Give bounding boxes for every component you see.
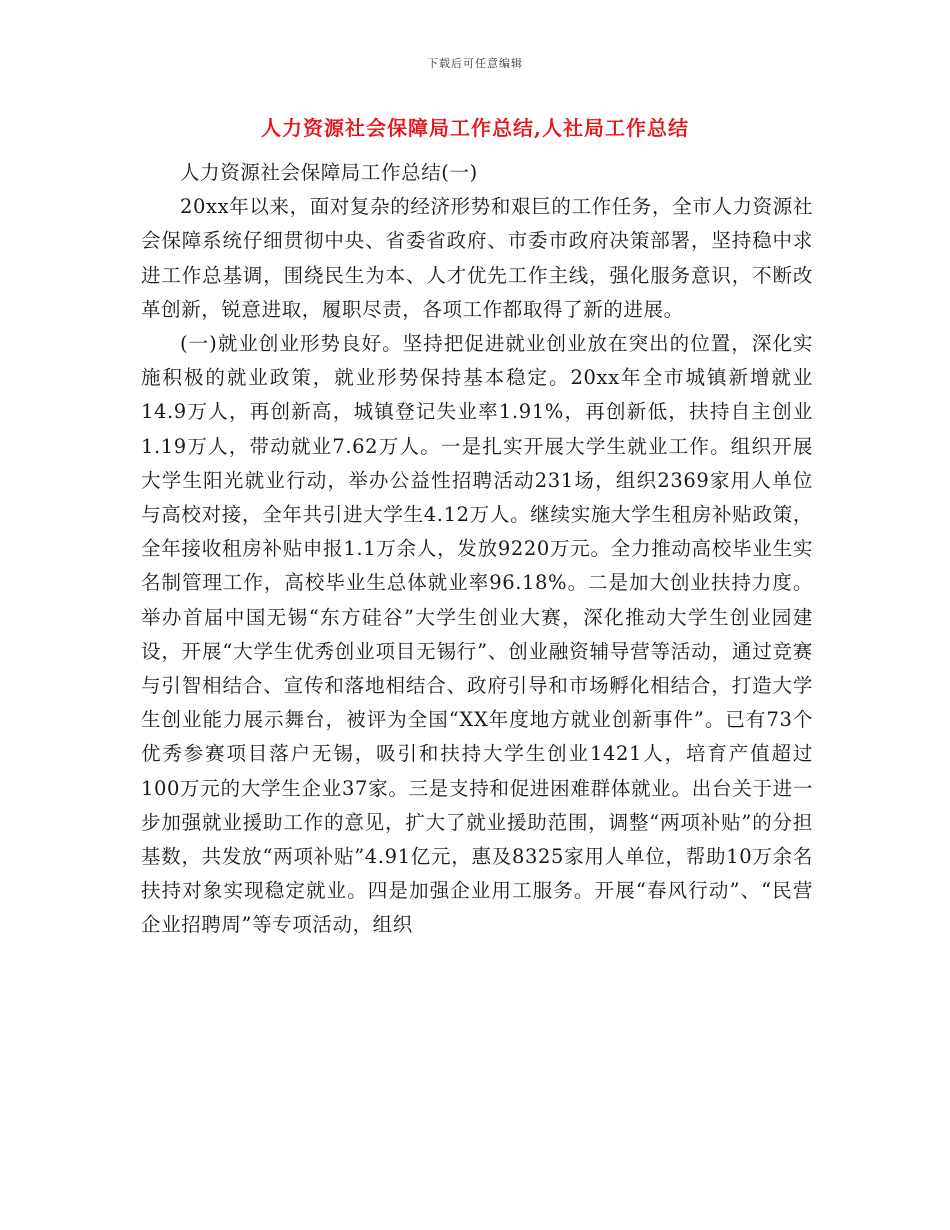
paragraph-intro: 20xx年以来，面对复杂的经济形势和艰巨的工作任务，全市人力资源社会保障系统仔细贯彻中央、省委省政府、市委市政府决策部署，坚持稳中求进工作总基调，围绕民生为本、人才优先工作主线，强化服务意识，不断改革创新，锐意进取，履职尽责，各项工作都取得了新的进展。: [141, 195, 813, 321]
document-body: [141, 156, 813, 943]
page-header-note: 下载后可任意编辑: [427, 57, 523, 70]
section-heading: 人力资源社会保障局工作总结(一): [180, 161, 478, 184]
document-title: 人力资源社会保障局工作总结,人社局工作总结: [261, 116, 689, 140]
paragraph-employment: (一)就业创业形势良好。坚持把促进就业创业放在突出的位置，深化实施积极的就业政策，就业形势保持基本稳定。20xx年全市城镇新增就业14.9万人，再创新高，城镇登记失业率1.91%，再创新低，扶持自主创业1.19万人，带动就业7.62万人。一是扎实开展大学生就业工作。组织开展大学生阳光就业行动，举办公益性招聘活动231场，组织2369家用人单位与高校对接，全年共引进大学生4.12万人。继续实施大学生租房补贴政策，全年接收租房补贴申报1.1万余人，发放9220万元。全力推动高校毕业生实名制管理工作，高校毕业生总体就业率96.18%。二是加大创业扶持力度。举办首届中国无锡“东方硅谷”大学生创业大赛，深化推动大学生创业园建设，开展“大学生优秀创业项目无锡行”、创业融资辅导营等活动，通过竞赛与引智相结合、宣传和落地相结合、政府引导和市场孵化相结合，打造大学生创业能力展示舞台，被评为全国“XX年度地方就业创新事件”。已有73个优秀参赛项目落户无锡，吸引和扶持大学生创业1421人，培育产值超过100万元的大学生企业37家。三是支持和促进困难群体就业。出台关于进一步加强就业援助工作的意见，扩大了就业援助范围，调整“两项补贴”的分担基数，共发放“两项补贴”4.91亿元，惠及8325家用人单位，帮助10万余名扶持对象实现稳定就业。四是加强企业用工服务。开展“春风行动”、“民营企业招聘周”等专项活动，组织: [141, 332, 813, 937]
